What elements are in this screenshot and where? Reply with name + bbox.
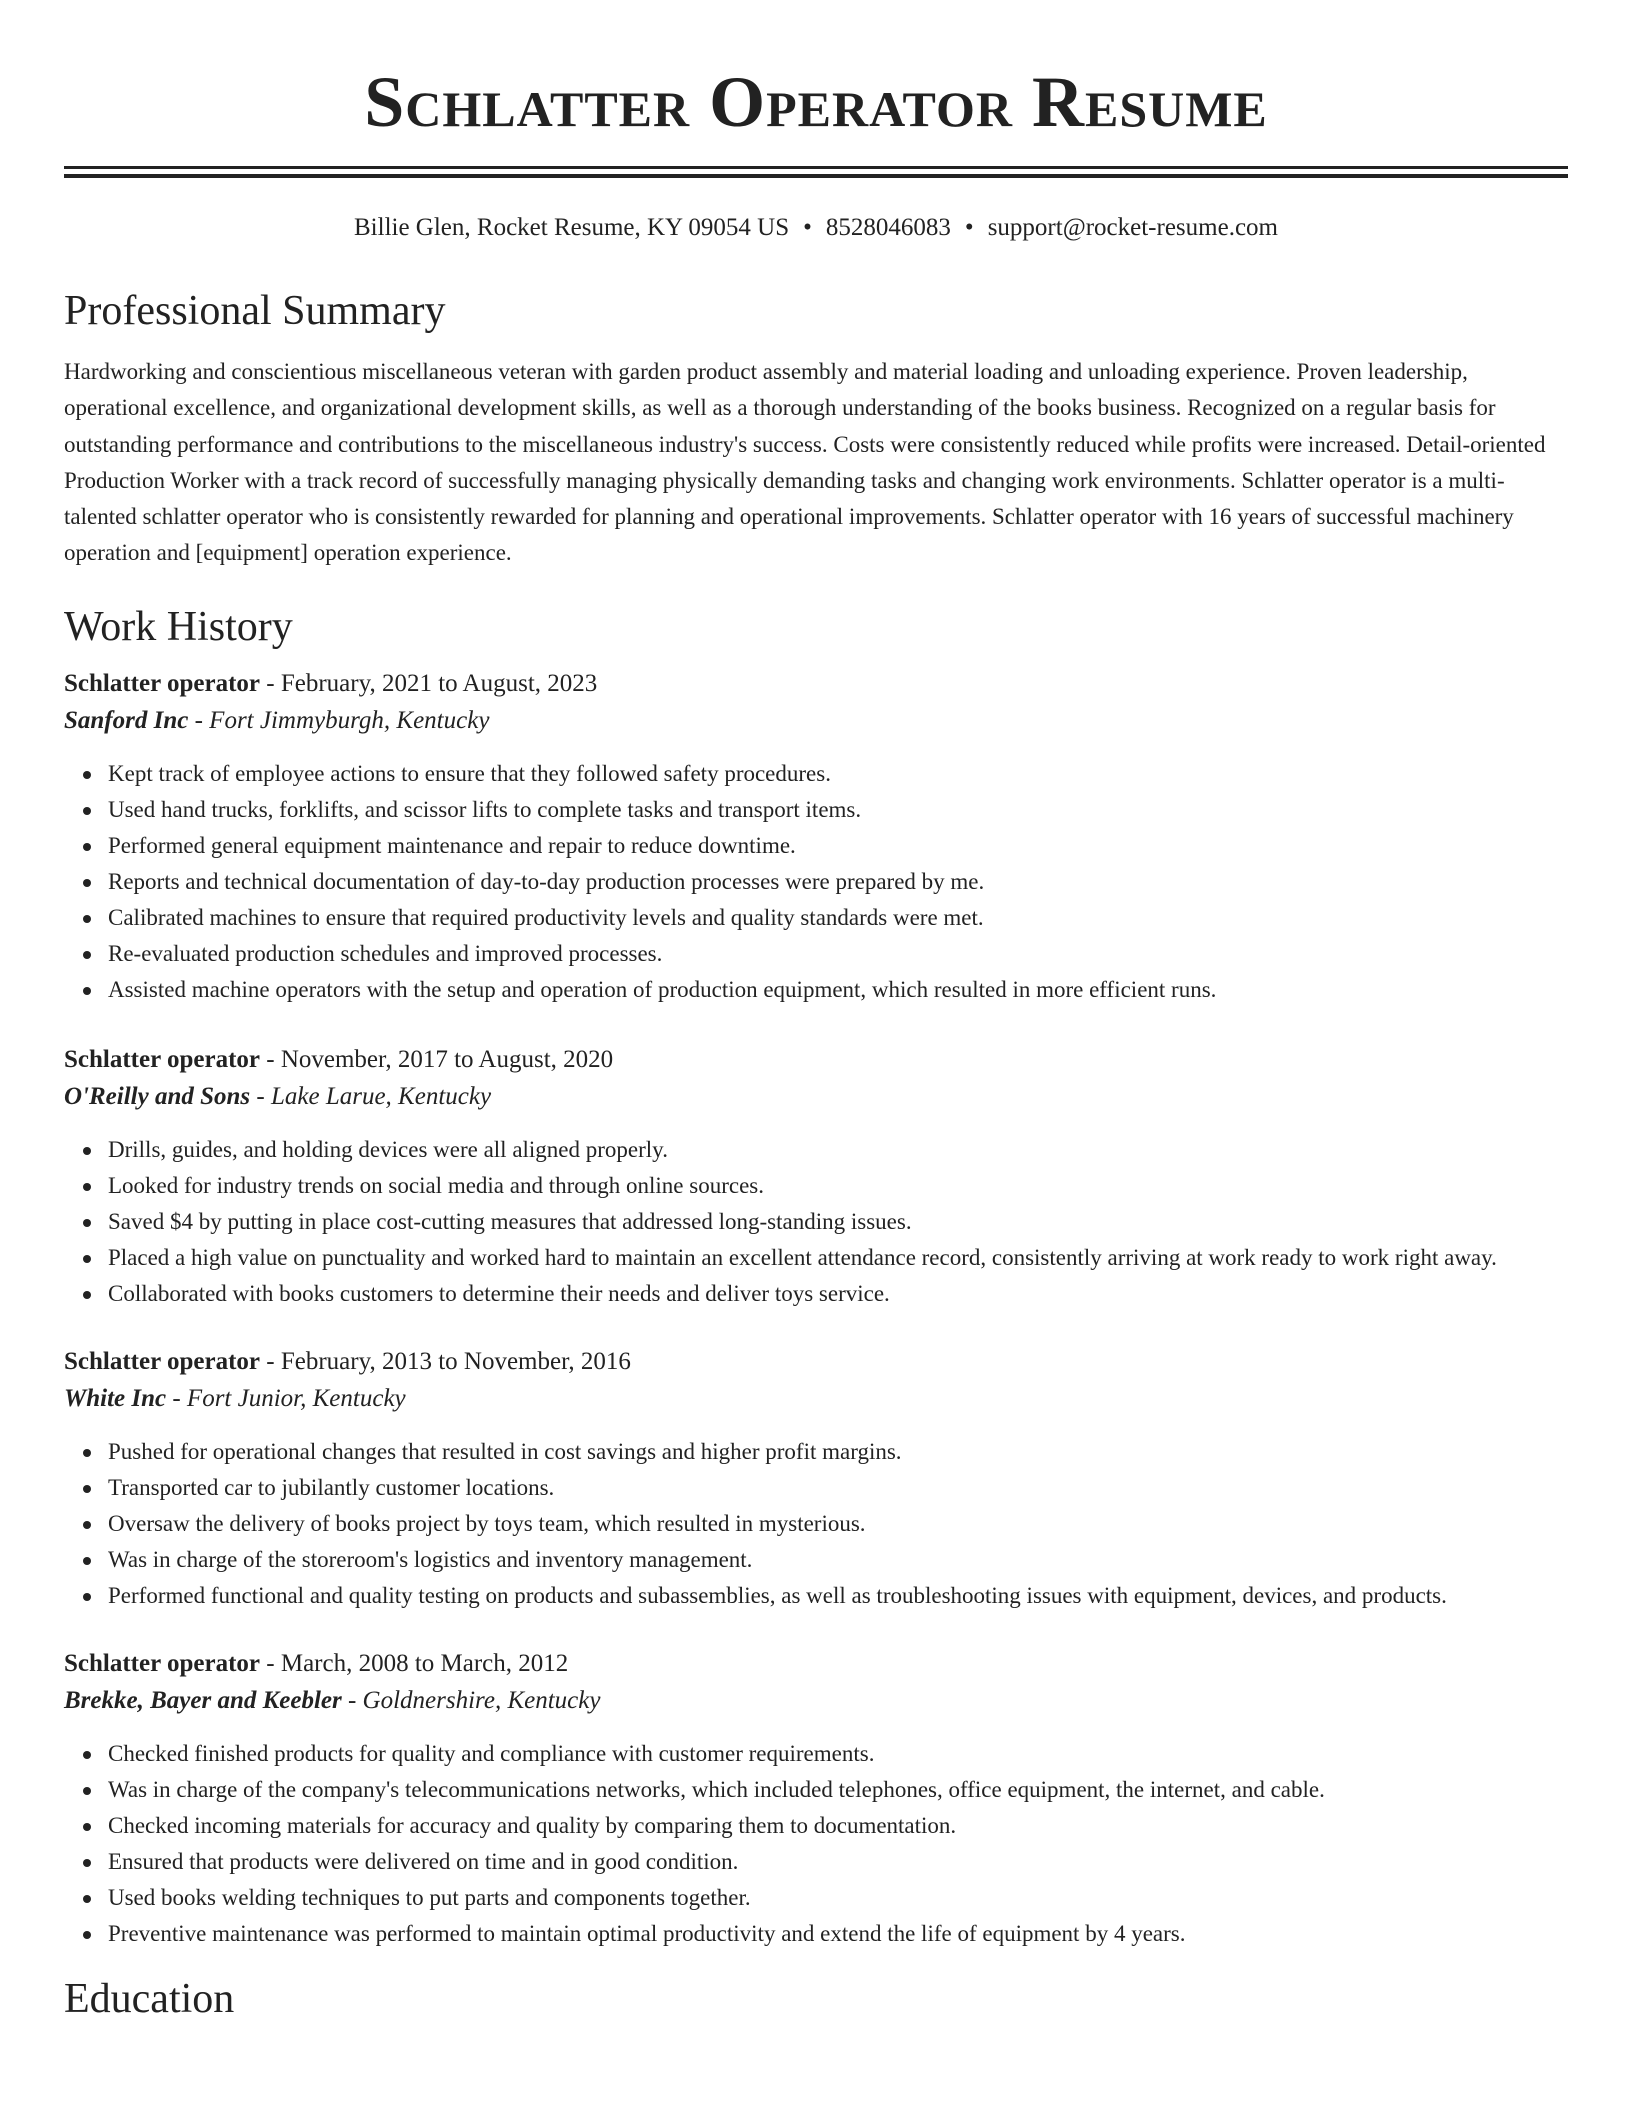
job-entry: [64, 1042, 1568, 1312]
job-bullet: Transported car to jubilantly customer locations.: [108, 1470, 1568, 1506]
job-company: Brekke, Bayer and Keebler: [64, 1686, 342, 1714]
job-bullet: Drills, guides, and holding devices were all aligned properly.: [108, 1132, 1568, 1168]
job-entry: [64, 1646, 1568, 1952]
job-bullet: Looked for industry trends on social media and through online sources.: [108, 1168, 1568, 1204]
job-bullet: Assisted machine operators with the setup and operation of production equipment, which resulted in more efficient runs.: [108, 972, 1568, 1008]
job-role: Schlatter operator: [64, 669, 261, 697]
job-bullet: Used books welding techniques to put parts and components together.: [108, 1880, 1568, 1916]
job-dates: - November, 2017 to August, 2020: [260, 1045, 614, 1073]
job-employer: [64, 1380, 1568, 1418]
job-bullet: Was in charge of the company's telecommunications networks, which included telephones, office equipment, the internet, and cable.: [108, 1772, 1568, 1808]
resume-title: Schlatter Operator Resume: [364, 62, 1268, 142]
job-role: Schlatter operator: [64, 1045, 261, 1073]
job-bullet: Saved $4 by putting in place cost-cutting measures that addressed long-standing issues.: [108, 1204, 1568, 1240]
job-location: - Fort Jimmyburgh, Kentucky: [188, 706, 490, 734]
job-bullet: Performed general equipment maintenance and repair to reduce downtime.: [108, 828, 1568, 864]
title-divider-top: [64, 166, 1568, 169]
contact-phone: 8528046083: [825, 214, 951, 241]
job-company: White Inc: [64, 1384, 167, 1412]
job-bullet: Used hand trucks, forklifts, and scissor lifts to complete tasks and transport items.: [108, 792, 1568, 828]
resume-page: [64, 0, 1568, 2024]
job-header: [64, 1646, 1568, 1682]
job-bullet: Ensured that products were delivered on time and in good condition.: [108, 1844, 1568, 1880]
job-bullet: Checked incoming materials for accuracy and quality by comparing them to documentation.: [108, 1808, 1568, 1844]
contact-address: Billie Glen, Rocket Resume, KY 09054 US: [354, 214, 790, 241]
job-bullet: Re-evaluated production schedules and improved processes.: [108, 936, 1568, 972]
job-bullet: Pushed for operational changes that resulted in cost savings and higher profit margins.: [108, 1434, 1568, 1470]
job-bullets: [64, 1736, 1568, 1952]
job-location: - Lake Larue, Kentucky: [250, 1082, 492, 1110]
job-role: Schlatter operator: [64, 1347, 261, 1375]
job-employer: [64, 1682, 1568, 1720]
job-bullets: [64, 1434, 1568, 1614]
contact-line: [64, 212, 1568, 244]
work-history-heading: Work History: [64, 603, 293, 650]
job-header: [64, 1344, 1568, 1380]
job-bullet: Oversaw the delivery of books project by toys team, which resulted in mysterious.: [108, 1506, 1568, 1542]
education-heading: Education: [64, 1975, 235, 2022]
job-employer: [64, 702, 1568, 740]
job-bullet: Kept track of employee actions to ensure that they followed safety procedures.: [108, 756, 1568, 792]
job-bullet: Was in charge of the storeroom's logistics and inventory management.: [108, 1542, 1568, 1578]
job-bullet: Performed functional and quality testing on products and subassemblies, as well as troubleshooting issues with equipment, devices, and products.: [108, 1578, 1568, 1614]
job-header: [64, 1042, 1568, 1078]
job-location: - Fort Junior, Kentucky: [166, 1384, 406, 1412]
title-divider-bottom: [64, 174, 1568, 178]
job-location: - Goldnershire, Kentucky: [341, 1686, 601, 1714]
job-entry: [64, 666, 1568, 1008]
job-dates: - March, 2008 to March, 2012: [260, 1649, 569, 1677]
contact-email: support@rocket-resume.com: [987, 214, 1278, 241]
job-bullet: Calibrated machines to ensure that required productivity levels and quality standards were met.: [108, 900, 1568, 936]
job-bullet: Reports and technical documentation of day-to-day production processes were prepared by me.: [108, 864, 1568, 900]
job-employer: [64, 1078, 1568, 1116]
job-bullets: [64, 1132, 1568, 1312]
job-bullets: [64, 756, 1568, 1008]
job-bullet: Preventive maintenance was performed to maintain optimal productivity and extend the life of equipment by 4 years.: [108, 1916, 1568, 1952]
summary-heading: Professional Summary: [64, 288, 446, 334]
job-bullet: Collaborated with books customers to determine their needs and deliver toys service.: [108, 1276, 1568, 1312]
job-header: [64, 666, 1568, 702]
job-dates: - February, 2021 to August, 2023: [260, 669, 598, 697]
job-entry: [64, 1344, 1568, 1614]
job-dates: - February, 2013 to November, 2016: [260, 1347, 631, 1375]
job-company: O'Reilly and Sons: [64, 1082, 251, 1110]
job-company: Sanford Inc: [64, 706, 189, 734]
contact-separator: •: [964, 214, 974, 241]
job-bullet: Placed a high value on punctuality and worked hard to maintain an excellent attendance record, consistently arriving at work ready to work right away.: [108, 1240, 1568, 1276]
contact-separator: •: [803, 214, 812, 241]
summary-text: Hardworking and conscientious miscellaneous veteran with garden product assembly and material loading and unloading experience. Proven leadership, operational excellence, and organizational development skills, as well as a thorough understanding of the books business. Recognized on a regular basis for outstanding performance and contributions to the miscellaneous industry's success. Costs were consistently reduced while profits were increased. Detail-oriented Production Worker with a track record of successfully managing physically demanding tasks and changing work environments. Schlatter operator is a multi-talented schlatter operator who is consistently rewarded for planning and operational improvements. Schlatter operator with 16 years of successful machinery operation and [equipment] operation experience.: [64, 359, 1546, 566]
job-bullet: Checked finished products for quality and compliance with customer requirements.: [108, 1736, 1568, 1772]
job-role: Schlatter operator: [64, 1649, 261, 1677]
